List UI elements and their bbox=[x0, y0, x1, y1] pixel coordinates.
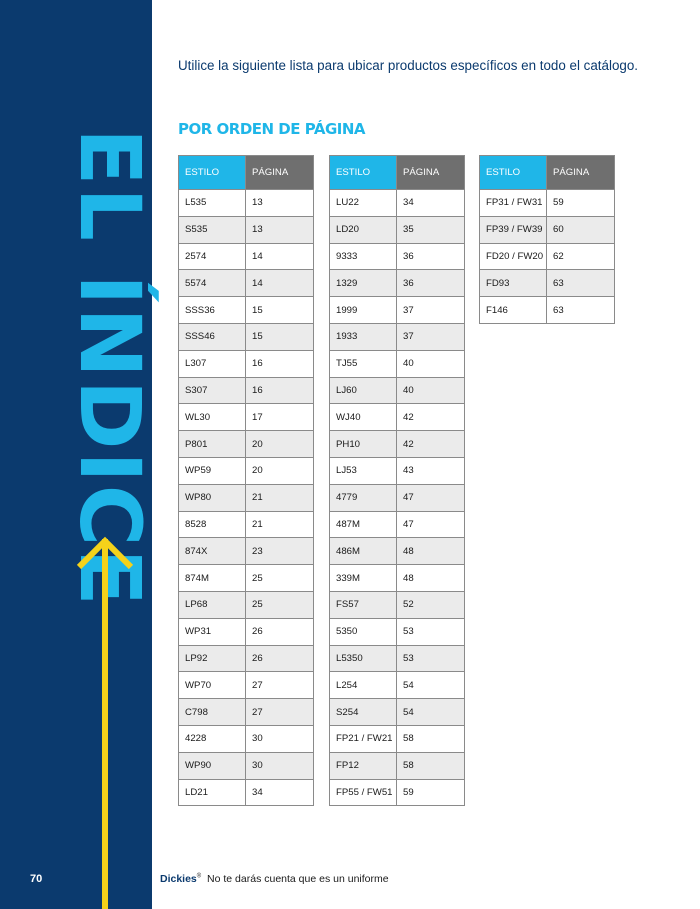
page-cell: 36 bbox=[397, 270, 465, 297]
style-cell: F146 bbox=[480, 297, 547, 324]
style-cell: FP39 / FW39 bbox=[480, 216, 547, 243]
page-cell: 43 bbox=[397, 457, 465, 484]
table-row bbox=[179, 645, 314, 672]
column-header-page: PÁGINA bbox=[246, 156, 314, 190]
page-cell: 59 bbox=[547, 190, 615, 217]
page-cell: 42 bbox=[397, 431, 465, 458]
page-cell: 14 bbox=[246, 270, 314, 297]
table-row bbox=[179, 323, 314, 350]
page-cell: 21 bbox=[246, 511, 314, 538]
table-row bbox=[330, 484, 465, 511]
page-cell: 25 bbox=[246, 565, 314, 592]
style-cell: P801 bbox=[179, 431, 246, 458]
page-cell: 63 bbox=[547, 270, 615, 297]
table-row bbox=[330, 618, 465, 645]
page-cell: 15 bbox=[246, 297, 314, 324]
page-cell: 40 bbox=[397, 350, 465, 377]
table-row bbox=[179, 216, 314, 243]
style-cell: L254 bbox=[330, 672, 397, 699]
style-cell: S535 bbox=[179, 216, 246, 243]
table-row bbox=[330, 323, 465, 350]
table-row bbox=[179, 565, 314, 592]
table-row bbox=[330, 457, 465, 484]
page-cell: 13 bbox=[246, 216, 314, 243]
table-row bbox=[179, 243, 314, 270]
registered-mark: ® bbox=[196, 873, 202, 880]
table-row bbox=[330, 752, 465, 779]
style-cell: LJ60 bbox=[330, 377, 397, 404]
intro-text: Utilice la siguiente lista para ubicar productos específicos en todo el catálogo. bbox=[178, 58, 639, 73]
table-row bbox=[179, 511, 314, 538]
style-cell: S254 bbox=[330, 699, 397, 726]
yellow-arrow-icon bbox=[75, 535, 135, 909]
page-cell: 13 bbox=[246, 190, 314, 217]
section-title: POR ORDEN DE PÁGINA bbox=[178, 120, 365, 138]
table-row bbox=[179, 591, 314, 618]
page-cell: 14 bbox=[246, 243, 314, 270]
style-cell: WL30 bbox=[179, 404, 246, 431]
page-cell: 20 bbox=[246, 457, 314, 484]
table-row bbox=[179, 618, 314, 645]
page-cell: 54 bbox=[397, 699, 465, 726]
page-number: 70 bbox=[30, 873, 43, 885]
page-cell: 37 bbox=[397, 323, 465, 350]
page-cell: 48 bbox=[397, 538, 465, 565]
table-row bbox=[179, 190, 314, 217]
table-row bbox=[330, 431, 465, 458]
table-row bbox=[330, 779, 465, 806]
table-row bbox=[480, 216, 615, 243]
style-cell: 1329 bbox=[330, 270, 397, 297]
page-cell: 35 bbox=[397, 216, 465, 243]
table-row bbox=[179, 779, 314, 806]
page-cell: 34 bbox=[246, 779, 314, 806]
style-cell: 339M bbox=[330, 565, 397, 592]
index-table-3 bbox=[479, 155, 615, 324]
table-row bbox=[330, 511, 465, 538]
table-row bbox=[179, 297, 314, 324]
style-cell: 874X bbox=[179, 538, 246, 565]
page-cell: 37 bbox=[397, 297, 465, 324]
style-cell: L307 bbox=[179, 350, 246, 377]
table-row bbox=[179, 404, 314, 431]
style-cell: 8528 bbox=[179, 511, 246, 538]
table-row bbox=[330, 725, 465, 752]
page-cell: 63 bbox=[547, 297, 615, 324]
table-row bbox=[179, 538, 314, 565]
style-cell: LU22 bbox=[330, 190, 397, 217]
style-cell: TJ55 bbox=[330, 350, 397, 377]
page-cell: 20 bbox=[246, 431, 314, 458]
style-cell: LD20 bbox=[330, 216, 397, 243]
table-row bbox=[480, 270, 615, 297]
style-cell: FP21 / FW21 bbox=[330, 725, 397, 752]
table-row bbox=[179, 457, 314, 484]
page-cell: 58 bbox=[397, 752, 465, 779]
table-row bbox=[330, 216, 465, 243]
table-row bbox=[179, 752, 314, 779]
page-cell: 27 bbox=[246, 699, 314, 726]
style-cell: 9333 bbox=[330, 243, 397, 270]
page-cell: 21 bbox=[246, 484, 314, 511]
table-row bbox=[330, 190, 465, 217]
table-row bbox=[330, 404, 465, 431]
table-row bbox=[179, 484, 314, 511]
page-cell: 62 bbox=[547, 243, 615, 270]
style-cell: LD21 bbox=[179, 779, 246, 806]
style-cell: C798 bbox=[179, 699, 246, 726]
page-cell: 15 bbox=[246, 323, 314, 350]
page-cell: 60 bbox=[547, 216, 615, 243]
style-cell: WP90 bbox=[179, 752, 246, 779]
table-row bbox=[480, 297, 615, 324]
page-cell: 52 bbox=[397, 591, 465, 618]
vertical-title: EL ÍNDICE bbox=[61, 128, 159, 608]
style-cell: 5574 bbox=[179, 270, 246, 297]
table-row bbox=[179, 672, 314, 699]
style-cell: L5350 bbox=[330, 645, 397, 672]
page-cell: 30 bbox=[246, 725, 314, 752]
page-cell: 47 bbox=[397, 484, 465, 511]
style-cell: 874M bbox=[179, 565, 246, 592]
style-cell: WP59 bbox=[179, 457, 246, 484]
page-cell: 26 bbox=[246, 645, 314, 672]
style-cell: 486M bbox=[330, 538, 397, 565]
brand-name: Dickies bbox=[160, 873, 197, 885]
column-header-page: PÁGINA bbox=[547, 156, 615, 190]
table-row bbox=[179, 699, 314, 726]
table-row bbox=[330, 270, 465, 297]
style-cell: S307 bbox=[179, 377, 246, 404]
table-row bbox=[330, 297, 465, 324]
page-cell: 53 bbox=[397, 618, 465, 645]
table-row bbox=[330, 699, 465, 726]
style-cell: WJ40 bbox=[330, 404, 397, 431]
style-cell: WP31 bbox=[179, 618, 246, 645]
style-cell: 2574 bbox=[179, 243, 246, 270]
style-cell: FD93 bbox=[480, 270, 547, 297]
style-cell: 5350 bbox=[330, 618, 397, 645]
style-cell: LP92 bbox=[179, 645, 246, 672]
page-cell: 53 bbox=[397, 645, 465, 672]
index-table-1 bbox=[178, 155, 314, 806]
column-header-style: ESTILO bbox=[480, 156, 547, 190]
style-cell: 487M bbox=[330, 511, 397, 538]
footer bbox=[160, 873, 389, 885]
column-header-style: ESTILO bbox=[330, 156, 397, 190]
style-cell: LJ53 bbox=[330, 457, 397, 484]
style-cell: FP31 / FW31 bbox=[480, 190, 547, 217]
style-cell: L535 bbox=[179, 190, 246, 217]
table-row bbox=[330, 645, 465, 672]
table-row bbox=[330, 591, 465, 618]
table-row bbox=[330, 243, 465, 270]
page-cell: 23 bbox=[246, 538, 314, 565]
style-cell: FP12 bbox=[330, 752, 397, 779]
style-cell: PH10 bbox=[330, 431, 397, 458]
page-cell: 40 bbox=[397, 377, 465, 404]
table-row bbox=[480, 190, 615, 217]
page-cell: 25 bbox=[246, 591, 314, 618]
column-header-page: PÁGINA bbox=[397, 156, 465, 190]
table-row bbox=[330, 350, 465, 377]
page-cell: 27 bbox=[246, 672, 314, 699]
table-row bbox=[179, 725, 314, 752]
table-row bbox=[480, 243, 615, 270]
style-cell: 4779 bbox=[330, 484, 397, 511]
footer-tagline: No te darás cuenta que es un uniforme bbox=[207, 873, 389, 885]
style-cell: 1999 bbox=[330, 297, 397, 324]
page-cell: 34 bbox=[397, 190, 465, 217]
style-cell: WP80 bbox=[179, 484, 246, 511]
page-cell: 42 bbox=[397, 404, 465, 431]
style-cell: FP55 / FW51 bbox=[330, 779, 397, 806]
style-cell: SSS36 bbox=[179, 297, 246, 324]
page-cell: 48 bbox=[397, 565, 465, 592]
page-cell: 16 bbox=[246, 350, 314, 377]
page-cell: 58 bbox=[397, 725, 465, 752]
style-cell: LP68 bbox=[179, 591, 246, 618]
table-row bbox=[179, 270, 314, 297]
style-cell: 4228 bbox=[179, 725, 246, 752]
index-table-2 bbox=[329, 155, 465, 806]
page-cell: 30 bbox=[246, 752, 314, 779]
column-header-style: ESTILO bbox=[179, 156, 246, 190]
page-cell: 54 bbox=[397, 672, 465, 699]
table-row bbox=[330, 565, 465, 592]
table-row bbox=[330, 538, 465, 565]
page-cell: 17 bbox=[246, 404, 314, 431]
style-cell: SSS46 bbox=[179, 323, 246, 350]
table-row bbox=[330, 377, 465, 404]
table-row bbox=[330, 672, 465, 699]
table-row bbox=[179, 377, 314, 404]
page-cell: 47 bbox=[397, 511, 465, 538]
table-row bbox=[179, 431, 314, 458]
style-cell: FD20 / FW20 bbox=[480, 243, 547, 270]
style-cell: 1933 bbox=[330, 323, 397, 350]
page-cell: 36 bbox=[397, 243, 465, 270]
style-cell: WP70 bbox=[179, 672, 246, 699]
table-row bbox=[179, 350, 314, 377]
page-cell: 16 bbox=[246, 377, 314, 404]
page-cell: 26 bbox=[246, 618, 314, 645]
page-cell: 59 bbox=[397, 779, 465, 806]
style-cell: FS57 bbox=[330, 591, 397, 618]
